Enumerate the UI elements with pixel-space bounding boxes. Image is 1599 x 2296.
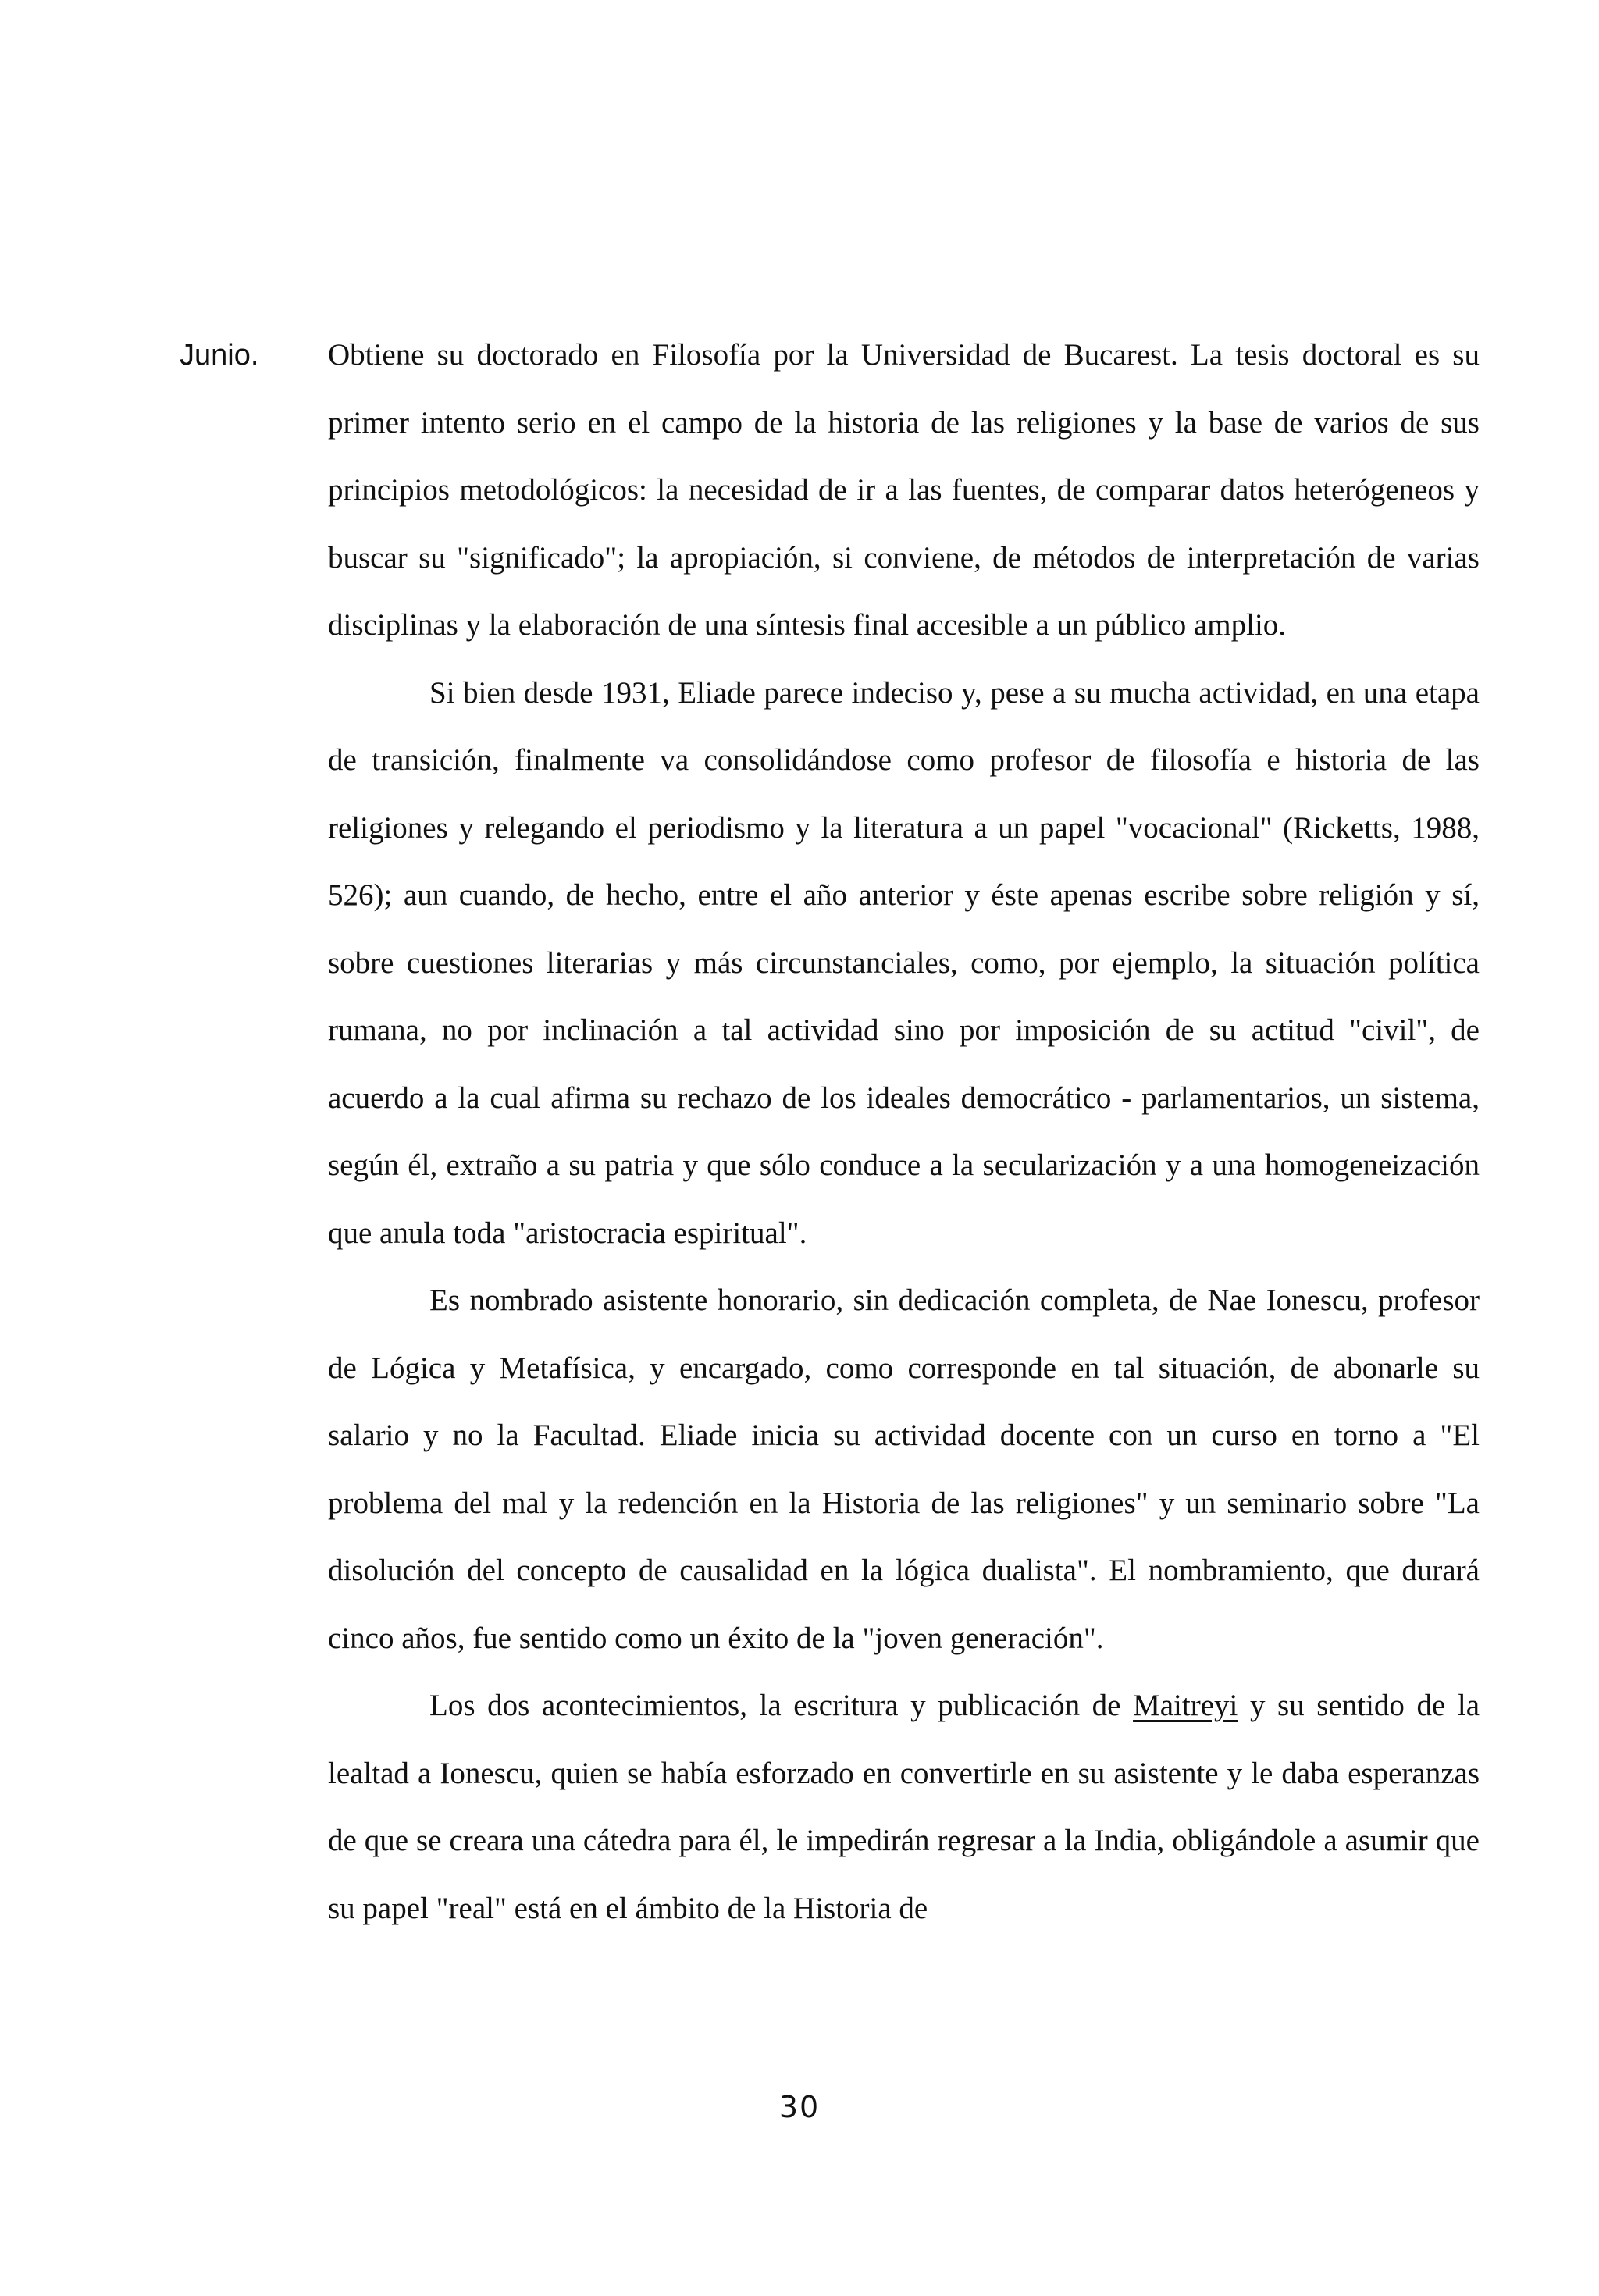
book-title-maitreyi: Maitreyi — [1133, 1689, 1238, 1722]
year-label: Junio. — [180, 339, 259, 372]
paragraph-2 — [328, 660, 1480, 1268]
paragraph-1-text: Obtiene su doctorado en Filosofía por la Universidad de Bucarest. La tesis doctoral es su primer intento serio en el campo de la historia de las religiones y la base de varios de sus principios metodológicos: la necesidad de ir a las fuentes, de comparar datos heterógeneos y buscar su "significado"; la apropiación, si conviene, de métodos de interpretación de varias disciplinas y la elaboración de una síntesis final accesible a un público amplio. — [328, 338, 1480, 642]
paragraph-1 — [180, 322, 1480, 660]
page-number: 30 — [778, 2090, 821, 2124]
paragraph-2-text: Si bien desde 1931, Eliade parece indeciso y, pese a su mucha actividad, en una etapa de transición, finalmente va consolidándose como profesor de filosofía e historia de las religiones y relegando el periodismo y la literatura a un papel "vocacional" (Ricketts, 1988, 526); aun cuando, de hecho, entre el año anterior y éste apenas escribe sobre religión y sí, sobre cuestiones literarias y más circunstanciales, como, por ejemplo, la situación política rumana, no por inclinación a tal actividad sino por imposición de su actitud "civil", de acuerdo a la cual afirma su rechazo de los ideales democrático - parlamentarios, un sistema, según él, extraño a su patria y que sólo conduce a la secularización y a una homogeneización que anula toda "aristocracia espiritual". — [328, 675, 1480, 1250]
paragraph-4-text-before: Los dos acontecimientos, la escritura y publicación de — [429, 1689, 1121, 1722]
body-text — [180, 322, 1480, 1942]
paragraph-3 — [328, 1267, 1480, 1672]
paragraph-3-text: Es nombrado asistente honorario, sin dedicación completa, de Nae Ionescu, profesor de Lógica y Metafísica, y encargado, como corresponde en tal situación, de abonarle su salario y no la Facultad. Eliade inicia su actividad docente con un curso en torno a "El problema del mal y la redención en la Historia de las religiones" y un seminario sobre "La disolución del concepto de causalidad en la lógica dualista". El nombramiento, que durará cinco años, fue sentido como un éxito de la "joven generación". — [328, 1283, 1480, 1655]
paragraph-4-text-after: y su sentido de la lealtad a Ionescu, quien se había esforzado en convertirle en su asistente y le daba esperanzas de que se creara una cátedra para él, le impedirán regresar a la India, obligándole a asumir que su papel "real" está en el ámbito de la Historia de — [328, 1689, 1480, 1925]
paragraph-4 — [328, 1672, 1480, 1942]
